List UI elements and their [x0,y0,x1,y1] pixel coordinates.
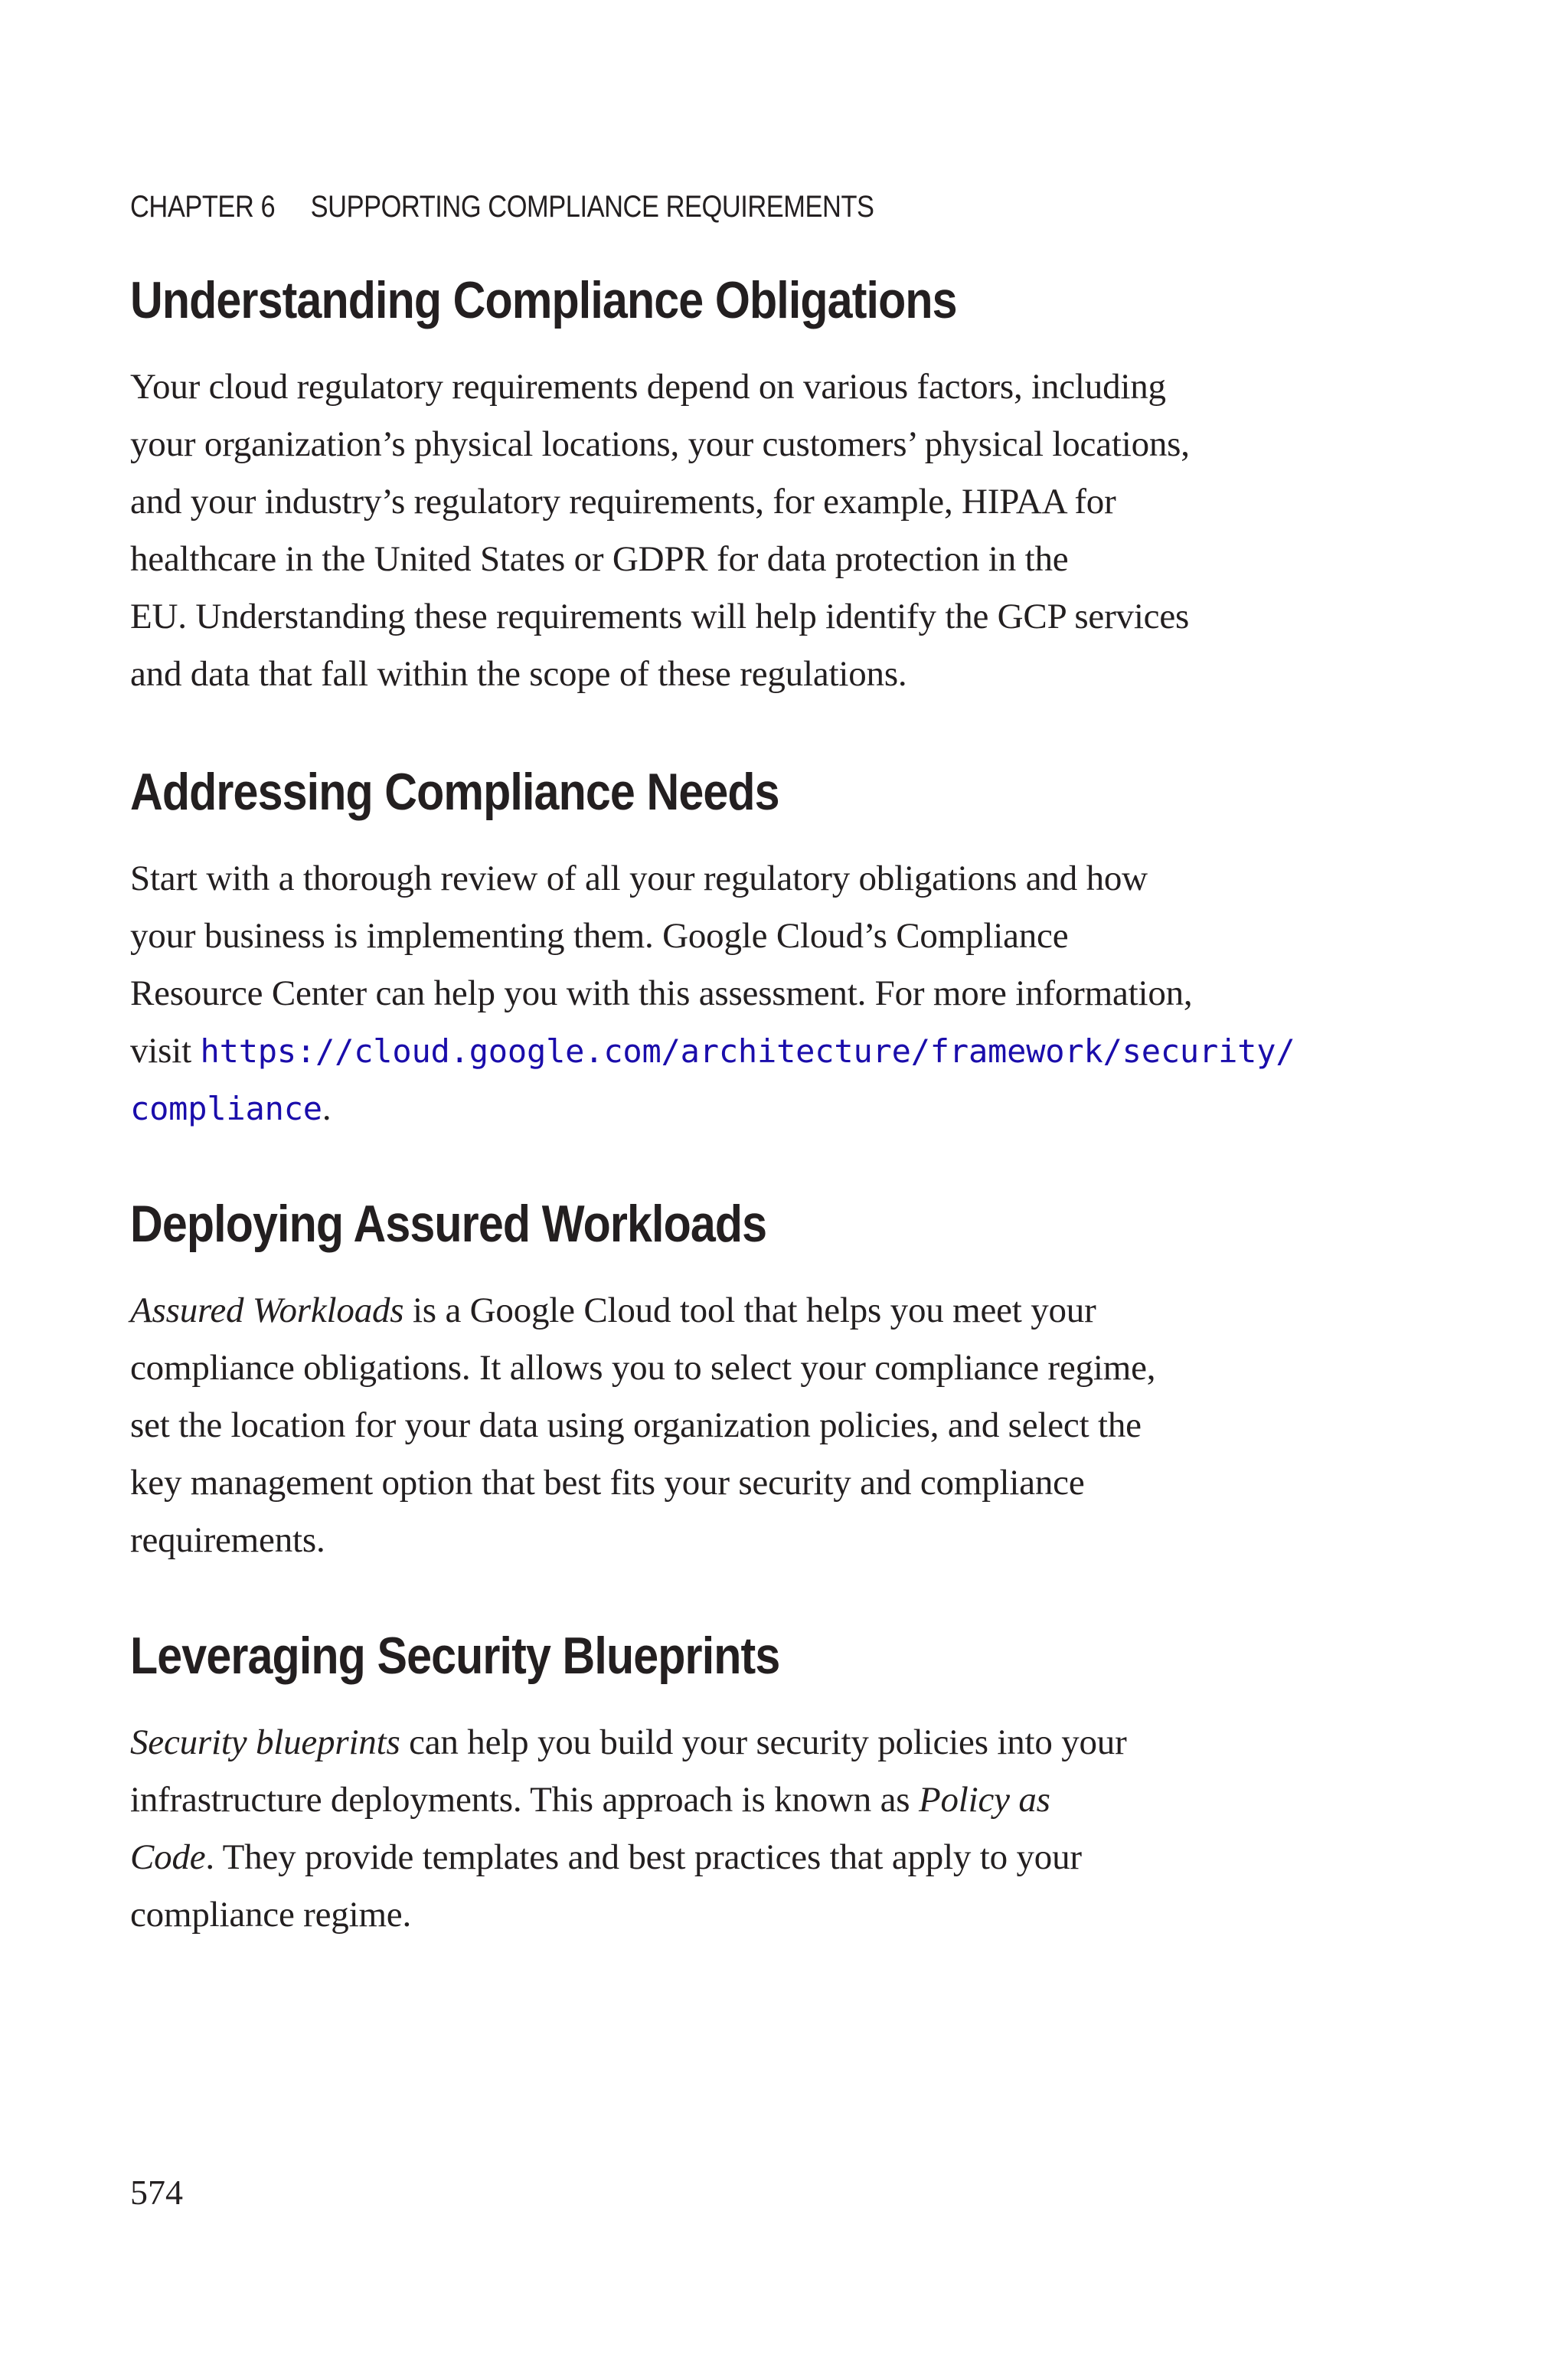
paragraph-line: set the location for your data using organization policies, and select the [130,1405,1142,1445]
running-head [130,190,874,224]
section-understanding-compliance [130,270,1401,703]
italic-term: Security blueprints [130,1722,400,1762]
section-paragraph [130,850,1401,1137]
paragraph-line [130,1771,1401,1829]
paragraph-line: compliance regime. [130,1895,412,1935]
link-prefix: visit [130,1031,201,1071]
section-heading: Understanding Compliance Obligations [130,271,957,329]
paragraph-line: and your industry’s regulatory requirements, for example, HIPAA for [130,482,1116,522]
page-number: 574 [130,2173,183,2212]
link-suffix: . [322,1088,332,1128]
paragraph-line [130,1714,1401,1771]
paragraph-line [130,1080,1401,1137]
section-security-blueprints [130,1625,1401,1944]
paragraph-line: and data that fall within the scope of these regulations. [130,654,907,694]
section-paragraph [130,1282,1401,1569]
paragraph-line: your organization’s physical locations, your customers’ physical locations, [130,424,1190,464]
paragraph-line: Your cloud regulatory requirements depend on various factors, including [130,367,1166,407]
paragraph-line [130,1829,1401,1886]
line-text: . They provide templates and best practices that apply to your [205,1837,1082,1877]
line-text: is a Google Cloud tool that helps you meet your [403,1290,1096,1330]
section-heading: Leveraging Security Blueprints [130,1627,780,1685]
line-text: infrastructure deployments. This approach is known as [130,1780,919,1820]
section-assured-workloads [130,1193,1401,1569]
paragraph-line: healthcare in the United States or GDPR for data protection in the [130,539,1069,579]
italic-term: Policy as [918,1780,1050,1820]
paragraph-line: EU. Understanding these requirements will help identify the GCP services [130,597,1190,636]
italic-term: Assured Workloads [130,1290,404,1330]
paragraph-line: compliance obligations. It allows you to select your compliance regime, [130,1348,1156,1388]
compliance-link-continuation[interactable]: compliance [130,1090,322,1127]
section-addressing-compliance [130,761,1401,1137]
line-text: can help you build your security policies into your [400,1722,1127,1762]
chapter-title: SUPPORTING COMPLIANCE REQUIREMENTS [310,190,874,224]
paragraph-line [130,1282,1401,1339]
section-heading: Addressing Compliance Needs [130,763,779,821]
paragraph-line: requirements. [130,1520,325,1560]
section-paragraph [130,1714,1401,1944]
section-paragraph [130,358,1401,703]
paragraph-line [130,1022,1401,1080]
paragraph-line: your business is implementing them. Google Cloud’s Compliance [130,916,1069,956]
paragraph-line: Start with a thorough review of all your regulatory obligations and how [130,859,1148,898]
paragraph-line: key management option that best fits your security and compliance [130,1463,1085,1503]
compliance-link[interactable]: https://cloud.google.com/architecture/framework/security/ [200,1032,1295,1070]
italic-term: Code [130,1837,206,1877]
paragraph-line: Resource Center can help you with this assessment. For more information, [130,973,1193,1013]
chapter-label: CHAPTER 6 [130,190,276,224]
section-heading: Deploying Assured Workloads [130,1195,767,1253]
